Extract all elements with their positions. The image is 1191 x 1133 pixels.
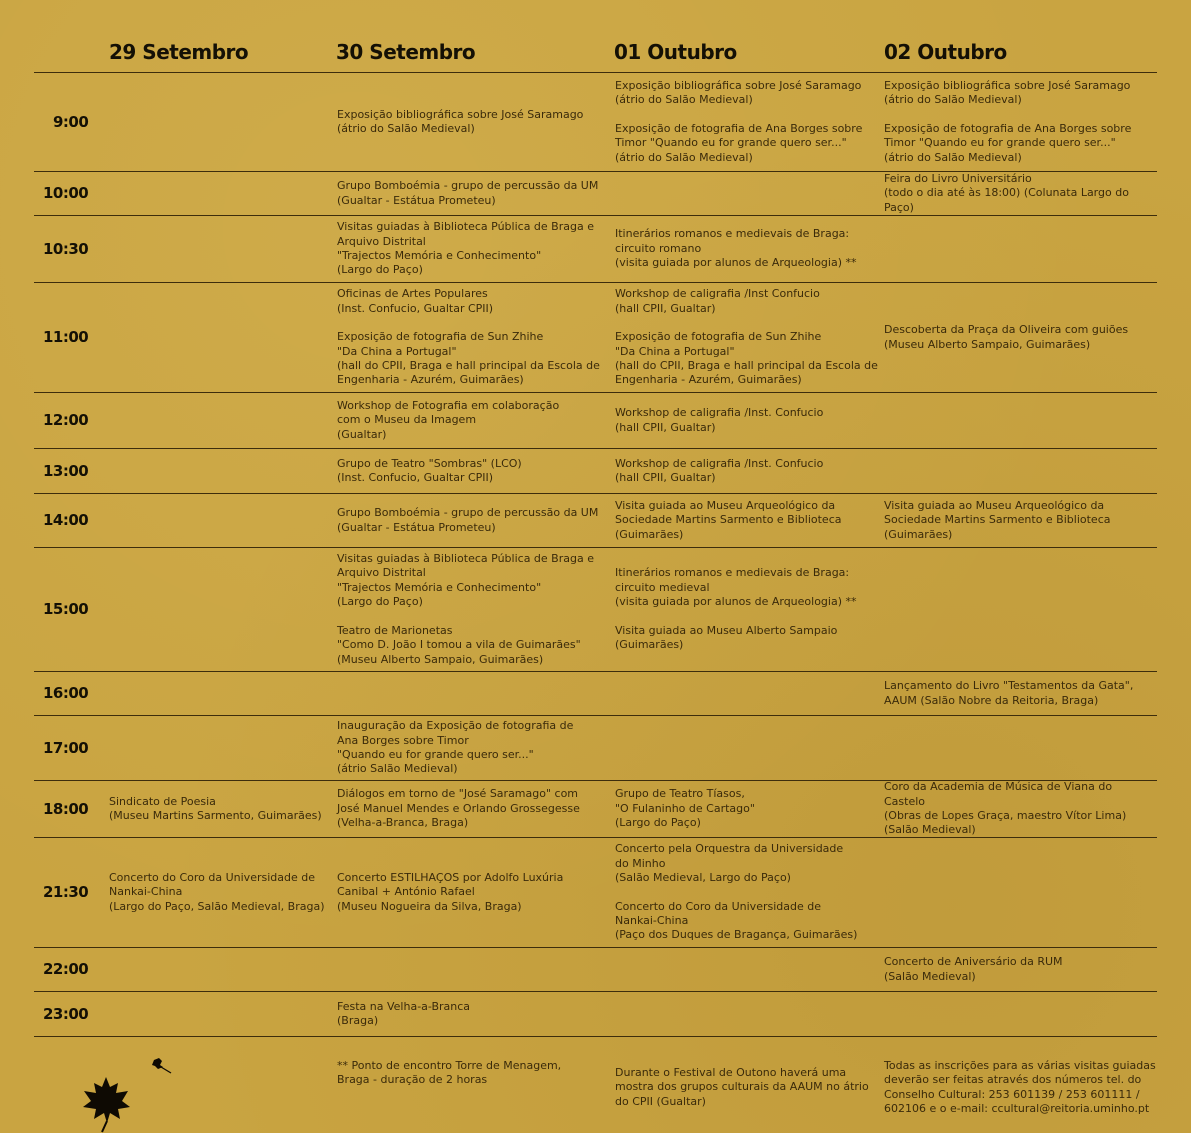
schedule-cell-30-setembro [337,672,615,716]
schedule-cell-02-outubro [884,283,1157,393]
schedule-cell-30-setembro [337,393,615,449]
schedule-cell-29-setembro [109,838,337,948]
schedule-cell-30-setembro [337,992,615,1037]
event-entry: Exposição bibliográfica sobre José Saramago (átrio do Salão Medieval) [884,78,1131,107]
schedule-cell-01-outubro [615,216,884,283]
event-entry: Exposição bibliográfica sobre José Saramago (átrio do Salão Medieval) [615,78,862,107]
schedule-cell-02-outubro [884,216,1157,283]
event-entry: Concerto do Coro da Universidade de Nankai-China (Paço dos Duques de Bragança, Guimarães) [615,899,858,942]
event-entry: Visita guiada ao Museu Alberto Sampaio (Guimarães) [615,623,838,652]
time-slot: 22:00 [34,948,109,992]
schedule-cell-01-outubro [615,449,884,494]
time-slot: 17:00 [34,716,109,781]
schedule-cell-29-setembro [109,548,337,672]
event-entry: Grupo Bomboémia - grupo de percussão da UM (Gualtar - Estátua Prometeu) [337,506,599,534]
footer-notes [34,1038,1157,1117]
schedule-cell-02-outubro [884,548,1157,672]
time-slot: 12:00 [34,393,109,449]
schedule-cell-30-setembro [337,216,615,283]
schedule-cell-02-outubro [884,838,1157,948]
event-entry: Grupo de Teatro Tíasos, "O Fulaninho de Cartago" (Largo do Paço) [615,787,755,830]
event-entry: Coro da Academia de Música de Viana do Castelo (Obras de Lopes Graça, maestro Vítor Lima) (Salão Medieval) [884,780,1127,837]
day-header-01-outubro: 01 Outubro [614,40,737,64]
event-entry: Grupo de Teatro "Sombras" (LCO) (Inst. Confucio, Gualtar CPII) [337,456,522,484]
schedule-cell-30-setembro [337,283,615,393]
schedule-cell-30-setembro [337,172,615,216]
schedule-cell-29-setembro [109,948,337,992]
event-entry: Lançamento do Livro "Testamentos da Gata", AAUM (Salão Nobre da Reitoria, Braga) [884,679,1134,707]
event-entry: Concerto de Aniversário da RUM (Salão Medieval) [884,955,1063,983]
event-entry: Visitas guiadas à Biblioteca Pública de Braga e Arquivo Distrital "Trajectos Memória e Conhecimento" (Largo do Paço) [337,220,594,277]
schedule-cell-01-outubro [615,73,884,172]
schedule-cell-02-outubro [884,716,1157,781]
schedule-cell-01-outubro [615,393,884,449]
event-entry: Inauguração da Exposição de fotografia de Ana Borges sobre Timor "Quando eu for grande quero ser..." (átrio Salão Medieval) [337,719,574,776]
time-slot: 13:00 [34,449,109,494]
time-slot: 14:00 [34,494,109,548]
schedule-cell-02-outubro [884,948,1157,992]
schedule-cell-29-setembro [109,494,337,548]
event-entry: Exposição de fotografia de Ana Borges sobre Timor "Quando eu for grande quero ser..." (átrio do Salão Medieval) [615,121,863,164]
event-entry: Visita guiada ao Museu Arqueológico da Sociedade Martins Sarmento e Biblioteca (Guimarães) [615,498,842,541]
time-slot: 9:00 [34,73,109,172]
schedule-cell-29-setembro [109,216,337,283]
event-entry: Itinerários romanos e medievais de Braga: circuito romano (visita guiada por alunos de Arqueologia) ** [615,227,857,270]
schedule-cell-30-setembro [337,449,615,494]
schedule-cell-02-outubro [884,672,1157,716]
time-slot: 11:00 [34,283,109,393]
schedule-cell-30-setembro [337,838,615,948]
schedule-cell-02-outubro [884,781,1157,838]
schedule-cell-29-setembro [109,992,337,1037]
schedule-cell-29-setembro [109,172,337,216]
schedule-cell-01-outubro [615,838,884,948]
time-slot: 10:00 [34,172,109,216]
schedule-table [34,72,1157,1037]
schedule-cell-02-outubro [884,172,1157,216]
event-entry: Exposição de fotografia de Sun Zhihe "Da China a Portugal" (hall do CPII, Braga e hall principal da Escola de Engenharia - Azurém, Guimarães) [615,330,878,387]
schedule-cell-01-outubro [615,992,884,1037]
schedule-cell-01-outubro [615,716,884,781]
schedule-cell-29-setembro [109,449,337,494]
time-slot: 15:00 [34,548,109,672]
schedule-cell-02-outubro [884,449,1157,494]
schedule-cell-02-outubro [884,73,1157,172]
day-header-29-setembro: 29 Setembro [109,40,249,64]
time-slot: 21:30 [34,838,109,948]
day-header-02-outubro: 02 Outubro [884,40,1007,64]
time-slot: 16:00 [34,672,109,716]
schedule-cell-01-outubro [615,283,884,393]
schedule-cell-01-outubro [615,948,884,992]
event-entry: Diálogos em torno de "José Saramago" com José Manuel Mendes e Orlando Grossegesse (Velha-a-Branca, Braga) [337,787,580,830]
schedule-cell-02-outubro [884,393,1157,449]
footer-note-registrations: Todas as inscrições para as várias visitas guiadas deverão ser feitas através dos números tel. do Conselho Cultural: 253 601139 / 253 601111 / 602106 e o e-mail: ccultural@reitoria.uminho.pt [884,1059,1156,1116]
footer-note-aaum-groups: Durante o Festival de Outono haverá uma mostra dos grupos culturais da AAUM no átrio do CPII (Gualtar) [615,1066,869,1108]
event-entry: Workshop de Fotografia em colaboração com o Museu da Imagem (Gualtar) [337,398,560,441]
schedule-cell-29-setembro [109,73,337,172]
event-entry: Exposição bibliográfica sobre José Saramago (átrio do Salão Medieval) [337,107,584,135]
schedule-cell-30-setembro [337,548,615,672]
event-entry: Visitas guiadas à Biblioteca Pública de Braga e Arquivo Distrital "Trajectos Memória e Conhecimento" (Largo do Paço) [337,552,594,609]
event-entry: Concerto do Coro da Universidade de Nankai-China (Largo do Paço, Salão Medieval, Braga) [109,870,325,913]
time-slot: 23:00 [34,992,109,1037]
event-entry: Visita guiada ao Museu Arqueológico da Sociedade Martins Sarmento e Biblioteca (Guimarães) [884,498,1111,541]
schedule-cell-29-setembro [109,672,337,716]
schedule-cell-01-outubro [615,172,884,216]
schedule-cell-02-outubro [884,992,1157,1037]
event-entry: Feira do Livro Universitário (todo o dia até às 18:00) (Colunata Largo do Paço) [884,171,1129,214]
schedule-cell-30-setembro [337,948,615,992]
schedule-cell-01-outubro [615,494,884,548]
day-header-30-setembro: 30 Setembro [336,40,476,64]
event-entry: Exposição de fotografia de Ana Borges sobre Timor "Quando eu for grande quero ser..." (átrio do Salão Medieval) [884,121,1132,164]
maple-leaf-icon [80,1075,132,1133]
small-leaf-icon [151,1057,173,1075]
event-entry: Exposição de fotografia de Sun Zhihe "Da China a Portugal" (hall do CPII, Braga e hall principal da Escola de Engenharia - Azurém, Guimarães) [337,330,600,387]
schedule-cell-29-setembro [109,781,337,838]
schedule-cell-02-outubro [884,494,1157,548]
schedule-cell-01-outubro [615,672,884,716]
schedule-cell-29-setembro [109,716,337,781]
event-entry: Workshop de caligrafia /Inst. Confucio (hall CPII, Gualtar) [615,406,824,434]
schedule-cell-30-setembro [337,494,615,548]
schedule-cell-30-setembro [337,716,615,781]
schedule-cell-01-outubro [615,781,884,838]
schedule-cell-30-setembro [337,73,615,172]
event-entry: Descoberta da Praça da Oliveira com guiões (Museu Alberto Sampaio, Guimarães) [884,323,1129,351]
event-entry: Workshop de caligrafia /Inst. Confucio (hall CPII, Gualtar) [615,456,824,484]
event-entry: Itinerários romanos e medievais de Braga: circuito medieval (visita guiada por alunos de Arqueologia) ** [615,566,857,609]
schedule-cell-29-setembro [109,283,337,393]
event-entry: Sindicato de Poesia (Museu Martins Sarmento, Guimarães) [109,794,322,822]
schedule-cell-29-setembro [109,393,337,449]
time-slot: 10:30 [34,216,109,283]
event-entry: Oficinas de Artes Populares (Inst. Confucio, Gualtar CPII) [337,287,494,315]
event-entry: Festa na Velha-a-Branca (Braga) [337,999,471,1027]
event-entry: Grupo Bomboémia - grupo de percussão da UM (Gualtar - Estátua Prometeu) [337,179,599,207]
event-entry: Concerto pela Orquestra da Universidade do Minho (Salão Medieval, Largo do Paço) [615,842,844,885]
schedule-cell-30-setembro [337,781,615,838]
schedule-cell-01-outubro [615,548,884,672]
event-entry: Workshop de caligrafia /Inst Confucio (hall CPII, Gualtar) [615,287,820,315]
event-entry: Teatro de Marionetas "Como D. João I tomou a vila de Guimarães" (Museu Alberto Sampaio, Guimarães) [337,623,581,666]
event-entry: Concerto ESTILHAÇOS por Adolfo Luxúria Canibal + António Rafael (Museu Nogueira da Silva, Braga) [337,870,564,913]
time-slot: 18:00 [34,781,109,838]
footer-note-meeting-point: ** Ponto de encontro Torre de Menagem, Braga - duração de 2 horas [337,1059,562,1087]
